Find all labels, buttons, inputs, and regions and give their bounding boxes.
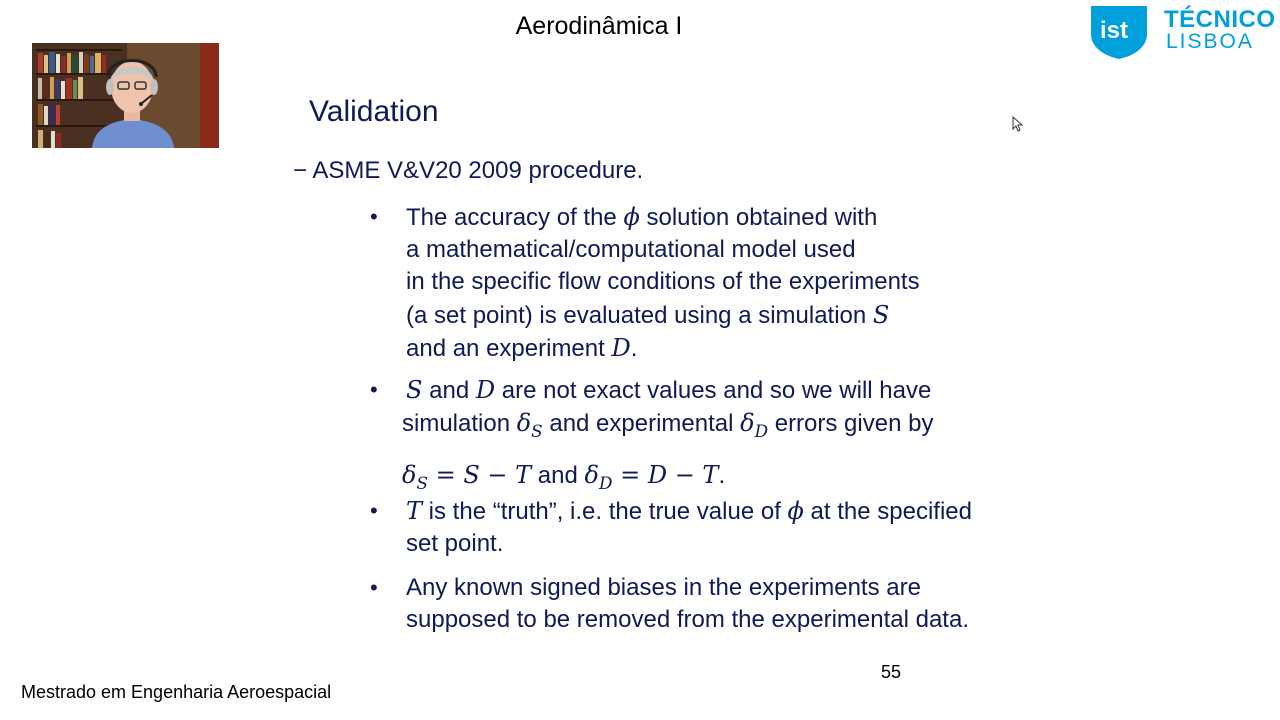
- webcam-frame-image: [32, 43, 219, 148]
- text-line: supposed to be removed from the experimental data.: [406, 606, 969, 634]
- slide-heading: Validation: [309, 95, 439, 128]
- text-line: simulation $\delta_S$ and experimental $\delta_D$ errors given by: [402, 409, 934, 441]
- text-line: T is the “truth”, i.e. the true value of ϕ at the specified: [406, 497, 972, 525]
- footer-program: Mestrado em Engenharia Aeroespacial: [21, 682, 332, 702]
- text-line: S and D are not exact values and so we will have: [406, 376, 932, 404]
- text-line: and an experiment D.: [406, 333, 638, 362]
- text-line: The accuracy of the ϕ solution obtained with: [406, 203, 878, 231]
- logo-text-lisboa: LISBOA: [1166, 30, 1254, 53]
- ist-shield-logo-icon: [1089, 4, 1151, 60]
- bullet-biases: [406, 572, 969, 636]
- text-line: (a set point) is evaluated using a simulation S: [406, 300, 890, 329]
- page-number: 55: [881, 662, 902, 682]
- bullet-errors: [402, 374, 933, 499]
- logo-text-tecnico: TÉCNICO: [1164, 6, 1276, 33]
- bullet-marker: •: [370, 498, 378, 523]
- mouse-pointer-icon: [1012, 116, 1024, 132]
- bullet-truth: [406, 495, 972, 560]
- text-line: in the specific flow conditions of the experiments: [406, 268, 920, 296]
- equation-line: $\delta_S = S - T$ and $\delta_D = D - T$.: [402, 461, 726, 493]
- text-line: set point.: [406, 530, 504, 558]
- webcam-video-feed[interactable]: [32, 43, 219, 148]
- bullet-accuracy: [406, 201, 920, 365]
- bullet-marker: •: [370, 377, 378, 402]
- text-line: a mathematical/computational model used: [406, 236, 856, 264]
- bullet-marker: •: [370, 575, 378, 600]
- tecnico-lisboa-logo: [1089, 4, 1276, 60]
- svg-text:ist: ist: [1100, 17, 1129, 44]
- bullet-marker: •: [370, 204, 378, 229]
- course-title: Aerodinâmica I: [515, 12, 683, 40]
- dash-item-asme: [293, 157, 643, 185]
- dash-item-text: ASME V&V20 2009 procedure.: [312, 157, 644, 184]
- dash-marker: −: [293, 157, 313, 184]
- text-line: Any known signed biases in the experiments are: [406, 574, 921, 601]
